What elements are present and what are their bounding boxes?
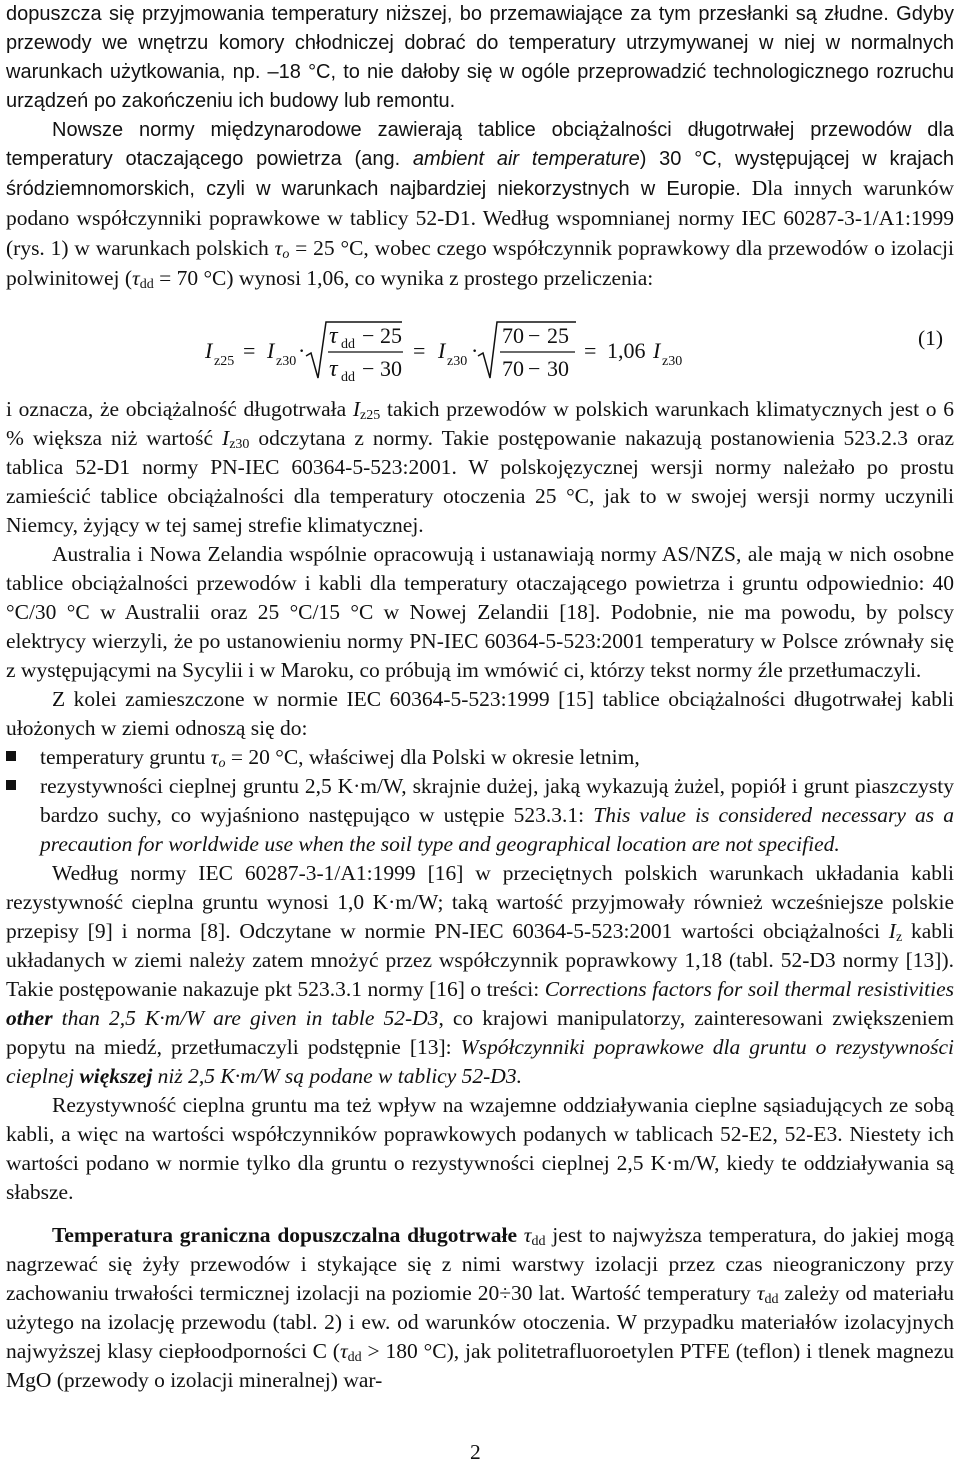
svg-text:25: 25 <box>380 323 402 348</box>
svg-text:z30: z30 <box>276 354 297 369</box>
svg-text:τ: τ <box>329 356 338 382</box>
svg-text:=: = <box>413 338 426 363</box>
svg-text:−: − <box>528 356 541 381</box>
svg-text:·: · <box>471 338 479 363</box>
formula-number: (1) <box>918 326 944 350</box>
svg-text:dd: dd <box>341 337 355 352</box>
svg-text:·: · <box>298 338 306 363</box>
svg-text:=: = <box>243 338 256 363</box>
svg-text:I: I <box>653 338 661 363</box>
svg-text:25: 25 <box>547 323 569 348</box>
svg-text:=: = <box>584 338 597 363</box>
svg-text:dd: dd <box>341 370 355 385</box>
svg-text:−: − <box>362 323 375 348</box>
svg-text:−: − <box>362 356 375 381</box>
svg-text:τ: τ <box>329 323 338 349</box>
square-bullet-icon <box>6 751 16 761</box>
svg-text:70: 70 <box>502 323 524 348</box>
svg-text:−: − <box>528 323 541 348</box>
paragraph-4: Australia i Nowa Zelandia wspólnie opracowują i ustanawiają normy AS/NZS, ale mają w nich osobne tablice obciążalności przewodów i kabli dla temperatury otaczającego powietrza i gruntu odpowiednio: 40 °C/30 °C w Australii oraz 25 °C/15 °C w Nowej Zelandii [18]. Podobnie, nie ma powodu, by polscy elektrycy wierzyli, że po ustanowieniu normy PN-IEC 60364-5-523:2001 temperatury w Polsce zrównały się z występującymi na Sycylii i w Maroku, co próbują im wmówić ci, którzy tekst normy źle przetłumaczyli. <box>6 542 954 682</box>
svg-text:I: I <box>438 338 446 363</box>
paragraph-6: Według normy IEC 60287-3-1/A1:1999 [16] w przeciętnych polskich warunkach układania kabli rezystywność cieplna gruntu wynosi 1,0 K·m/W; taką wartość przyjmowały również wcześniejsze polskie przepisy [9] i norma [8]. Odczytane w normie PN-IEC 60364-5-523:2001 wartości obciążalności $I_z$ kabli układanych w ziemi należy zatem mnożyć przez współczynnik poprawkowy 1,18 (tabl. 52-D3 normy [13]). Takie postępowanie nakazuje pkt 523.3.1 normy [16] o treści: Corrections factors for soil thermal resistivities other than 2,5 K·m/W are given in table 52-D3, co krajowi manipulatorzy, zainteresowani zwiększeniem popytu na miedź, przetłumaczyli podstępnie [13]: Współczynniki poprawkowe dla gruntu o rezystywności cieplnej większej niż 2,5 K·m/W są podane w tablicy 52-D3. <box>6 861 954 1088</box>
paragraph-1: dopuszcza się przyjmowania temperatury niższej, bo przemawiające za tym przesłanki są złudne. Gdyby przewody we wnętrzu komory chłodniczej dobrać do temperatury utrzymywanej w niej w normalnych warunkach użytkowania, np. –18 °C, to nie dałoby się w ogóle przeprowadzić technologicznego rozruchu urządzeń po zakończeniu ich budowy lub remontu. <box>6 3 954 112</box>
svg-text:z30: z30 <box>447 354 468 369</box>
body-text-continued <box>6 395 954 1395</box>
svg-text:z25: z25 <box>214 354 235 369</box>
list-item: temperatury gruntu $\tau_o = 20$ °C, właściwej dla Polski w okresie letnim, <box>6 743 954 772</box>
formula-1 <box>0 316 960 388</box>
svg-text:30: 30 <box>547 356 569 381</box>
paragraph-7: Rezystywność cieplna gruntu ma też wpływ na wzajemne oddziaływania cieplne sąsiadujących ze sobą kabli, a więc na wartości współczynników poprawkowych podanych w tablicach 52-E2, 52-E3. Niestety ich wartości podano w normie tylko dla gruntu o rezystywności cieplnej 2,5 K·m/W, kiedy te oddziaływania są słabsze. <box>6 1093 954 1204</box>
bullet-list <box>6 743 954 859</box>
svg-text:30: 30 <box>380 356 402 381</box>
svg-text:z30: z30 <box>662 354 683 369</box>
svg-text:70: 70 <box>502 356 524 381</box>
page-number: 2 <box>470 1440 481 1464</box>
svg-text:1,06: 1,06 <box>607 338 646 363</box>
list-item: rezystywności cieplnej gruntu 2,5 K·m/W, skrajnie dużej, jaką wykazują żużel, popiół i grunt piaszczysty bardzo suchy, co wyjaśniono następująco w ustępie 523.3.1: This value is considered necessary as a precaution for worldwide use when the soil type and geographical location are not specified. <box>6 772 954 859</box>
paragraph-5: Z kolei zamieszczone w normie IEC 60364-5-523:1999 [15] tablice obciążalności długotrwałej kabli ułożonych w ziemi odnoszą się do: <box>6 687 954 740</box>
paragraph-8: Temperatura graniczna dopuszczalna długotrwałe $\tau_{dd}$ jest to najwyższa temperatura, do jakiej mogą nagrzewać się żyły przewodów i stykające się z nimi warstwy izolacji przez czas nieograniczony przy zachowaniu trwałości termicznej izolacji na poziomie 20÷30 lat. Wartość temperatury $\tau_{dd}$ zależy od materiału użytego na izolację przewodu (tabl. 2) i ew. od warunków otoczenia. W przypadku materiałów izolacyjnych najwyższej klasy ciepłoodporności C ($\tau_{dd} > 180$ °C), jak politetrafluoroetylen PTFE (teflon) i tlenek magnezu MgO (przewody o izolacji mineralnej) war- <box>6 1223 955 1392</box>
square-bullet-icon <box>6 780 16 790</box>
body-text <box>6 0 954 294</box>
svg-text:I: I <box>267 338 275 363</box>
paragraph-3: i oznacza, że obciążalność długotrwała $I_{z25}$ takich przewodów w polskich warunkach klimatycznych jest o 6 % większa niż wartość $I_{z30}$ odczytana z normy. Takie postępowanie nakazują postanowienia 523.2.3 oraz tablica 52-D1 normy PN-IEC 60364-5-523:2001. W polskojęzycznej wersji normy należało po prostu zamieścić tablice obciążalności dla temperatury otoczenia 25 °C, jak to w swojej wersji normy uczynili Niemcy, żyjący w tej samej strefie klimatycznej. <box>6 397 955 537</box>
svg-text:I: I <box>205 338 213 363</box>
paragraph-2: Nowsze normy międzynarodowe zawierają tablice obciążalności długotrwałej przewodów dla temperatury otaczającego powietrza (ang. ambient air temperature) 30 °C, występującej w krajach śródziemnomorskich, czyli w warunkach najbardziej niekorzystnych w Europie. Dla innych warunków podano współczynniki poprawkowe w tablicy 52-D1. Według wspomnianej normy IEC 60287-3-1/A1:1999 (rys. 1) w warunkach polskich $\tau_o = 25$ °C, wobec czego współczynnik poprawkowy dla przewodów o izolacji polwinitowej ($\tau_{dd} = 70$ °C) wynosi 1,06, co wynika z prostego przeliczenia: <box>6 119 955 292</box>
